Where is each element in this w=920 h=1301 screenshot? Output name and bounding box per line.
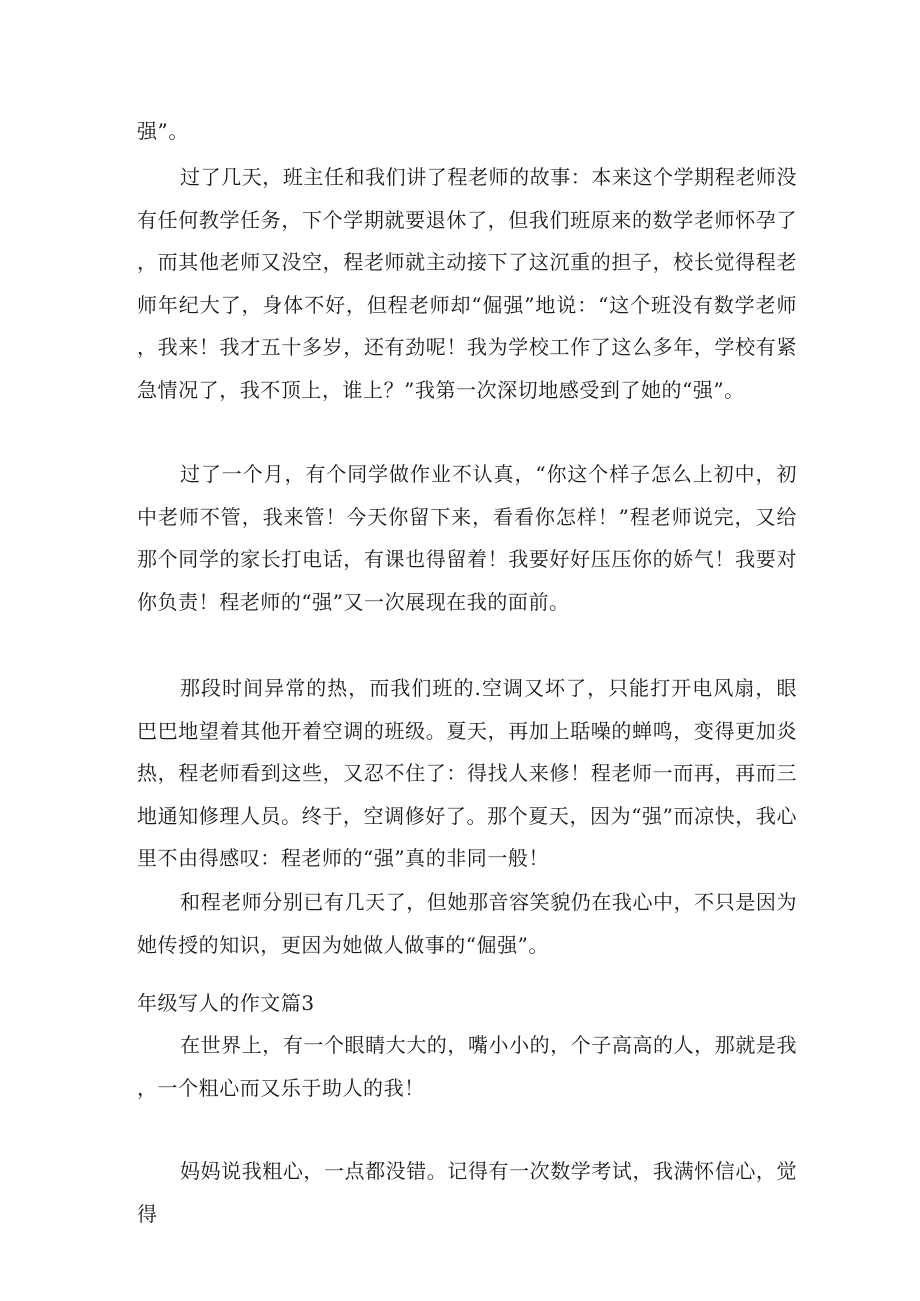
paragraph-continuation: 强”。 xyxy=(137,119,189,143)
section-heading: 年级写人的作文篇3 xyxy=(137,991,315,1015)
paragraph-self-intro: 在世界上，有一个眼睛大大的，嘴小小的，个子高高的人，那就是我，一个粗心而又乐于助人的我！ xyxy=(137,1033,797,1100)
paragraph-careless: 妈妈说我粗心，一点都没错。记得有一次数学考试，我满怀信心，觉得 xyxy=(137,1159,797,1226)
paragraph-homework: 过了一个月，有个同学做作业不认真，“你这个样子怎么上初中，初中老师不管，我来管！今天你留下来，看看你怎样！”程老师说完，又给那个同学的家长打电话，有课也得留着！我要好好压压你的娇气！我要对你负责！程老师的“强”又一次展现在我的面前。 xyxy=(137,462,797,614)
paragraph-air-conditioner: 那段时间异常的热，而我们班的.空调又坏了，只能打开电风扇，眼巴巴地望着其他开着空调的班级。夏天，再加上聒噪的蝉鸣，变得更加炎热，程老师看到这些，又忍不住了：得找人来修！程老师一而再，再而三地通知修理人员。终于，空调修好了。那个夏天，因为“强”而凉快，我心里不由得感叹：程老师的“强”真的非同一般！ xyxy=(137,676,797,870)
paragraph-teacher-story: 过了几天，班主任和我们讲了程老师的故事：本来这个学期程老师没有任何教学任务，下个学期就要退休了，但我们班原来的数学老师怀孕了，而其他老师又没空，程老师就主动接下了这沉重的担子，校长觉得程老师年纪大了，身体不好，但程老师却“倔强”地说：“这个班没有数学老师，我来！我才五十多岁，还有劲呢！我为学校工作了这么多年，学校有紧急情况了，我不顶上，谁上？”我第一次深切地感受到了她的“强”。 xyxy=(137,165,797,402)
paragraph-farewell: 和程老师分别已有几天了，但她那音容笑貌仍在我心中，不只是因为她传授的知识，更因为她做人做事的“倔强”。 xyxy=(137,890,797,957)
